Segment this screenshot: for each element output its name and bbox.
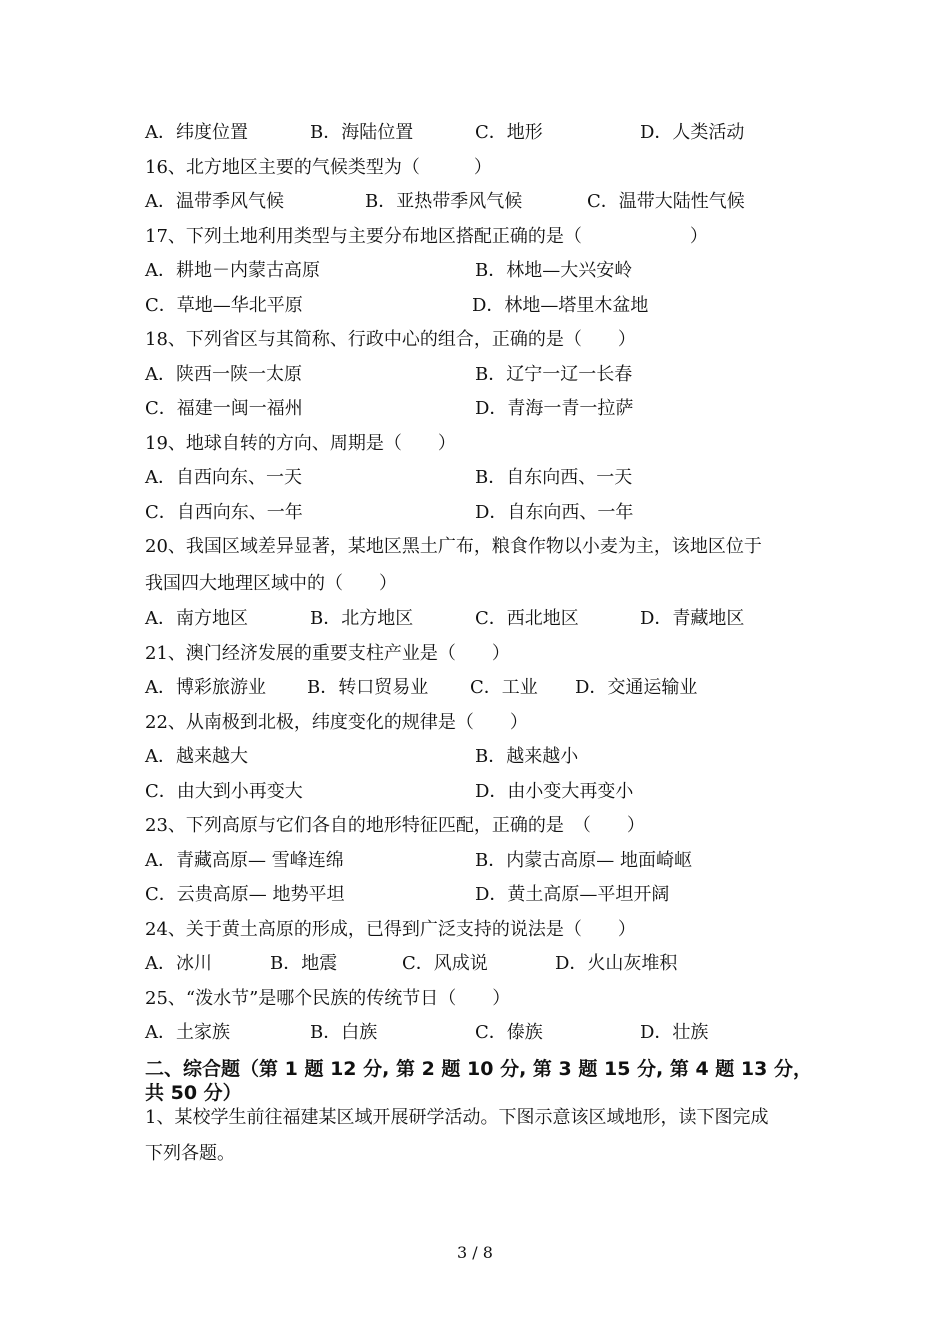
q22-option-d: D．由小变大再变小 [475,781,634,802]
q23-stem: 23、下列高原与它们各自的地形特征匹配，正确的是 （ ） [145,815,645,836]
q16-option-c: C．温带大陆性气候 [587,191,745,212]
q16-stem: 16、北方地区主要的气候类型为（ ） [145,157,492,178]
q16-option-a: A．温带季风气候 [145,191,284,212]
q24-option-b: B．地震 [270,953,338,974]
q16-option-b: B．亚热带季风气候 [365,191,523,212]
q15-option-a: A．纬度位置 [145,122,248,143]
q20-option-c: C．西北地区 [475,608,579,629]
q20-option-b: B．北方地区 [310,608,414,629]
q18-option-c: C．福建一闽一福州 [145,398,303,419]
q19-option-d: D．自东向西、一年 [475,502,634,523]
q15-option-b: B．海陆位置 [310,122,414,143]
q22-stem: 22、从南极到北极，纬度变化的规律是（ ） [145,712,528,733]
q20-option-a: A．南方地区 [145,608,248,629]
q21-option-b: B．转口贸易业 [307,677,429,698]
q22-option-b: B．越来越小 [475,746,579,767]
s2q1-line1: 1、某校学生前往福建某区域开展研学活动。下图示意该区域地形，读下图完成 [145,1107,769,1128]
q25-stem: 25、“泼水节”是哪个民族的传统节日（ ） [145,988,511,1009]
q23-option-a: A．青藏高原— 雪峰连绵 [145,850,344,871]
q17-option-a: A．耕地－内蒙古高原 [145,260,320,281]
q19-option-a: A．自西向东、一天 [145,467,302,488]
q21-option-c: C．工业 [470,677,538,698]
q20-option-d: D．青藏地区 [640,608,745,629]
q24-option-d: D．火山灰堆积 [555,953,678,974]
q17-option-d: D．林地—塔里木盆地 [472,295,649,316]
q19-stem: 19、地球自转的方向、周期是（ ） [145,433,456,454]
q18-stem: 18、下列省区与其简称、行政中心的组合，正确的是（ ） [145,329,636,350]
page-number: 3 / 8 [457,1243,493,1262]
q25-option-a: A．土家族 [145,1022,230,1043]
q15-option-c: C．地形 [475,122,543,143]
q24-option-c: C．风成说 [402,953,488,974]
q17-option-b: B．林地—大兴安岭 [475,260,633,281]
q20-stem-line1: 20、我国区域差异显著，某地区黑土广布，粮食作物以小麦为主，该地区位于 [145,536,762,557]
q17-stem: 17、下列土地利用类型与主要分布地区搭配正确的是（ ） [145,226,708,247]
q19-option-c: C．自西向东、一年 [145,502,303,523]
q23-option-c: C．云贵高原— 地势平坦 [145,884,345,905]
q20-stem-line2: 我国四大地理区域中的（ ） [145,573,397,594]
q17-option-c: C．草地—华北平原 [145,295,303,316]
q25-option-b: B．白族 [310,1022,378,1043]
q22-option-a: A．越来越大 [145,746,248,767]
q23-option-b: B．内蒙古高原— 地面崎岖 [475,850,692,871]
q19-option-b: B．自东向西、一天 [475,467,633,488]
q15-option-d: D．人类活动 [640,122,745,143]
s2q1-line2: 下列各题。 [145,1143,235,1164]
q23-option-d: D．黄土高原—平坦开阔 [475,884,670,905]
q21-option-d: D．交通运输业 [575,677,698,698]
q24-option-a: A．冰川 [145,953,212,974]
section2-heading-line2: 共 50 分） [145,1082,242,1104]
q24-stem: 24、关于黄土高原的形成，已得到广泛支持的说法是（ ） [145,919,636,940]
q25-option-c: C．傣族 [475,1022,543,1043]
q18-option-a: A．陕西一陕一太原 [145,364,302,385]
q22-option-c: C．由大到小再变大 [145,781,303,802]
section2-heading-line1: 二、综合题（第 1 题 12 分, 第 2 题 10 分, 第 3 题 15 分, 第 4 题 13 分， [145,1058,812,1080]
q21-stem: 21、澳门经济发展的重要支柱产业是（ ） [145,643,510,664]
q18-option-b: B．辽宁一辽一长春 [475,364,633,385]
q25-option-d: D．壮族 [640,1022,709,1043]
q18-option-d: D．青海一青一拉萨 [475,398,634,419]
q21-option-a: A．博彩旅游业 [145,677,266,698]
